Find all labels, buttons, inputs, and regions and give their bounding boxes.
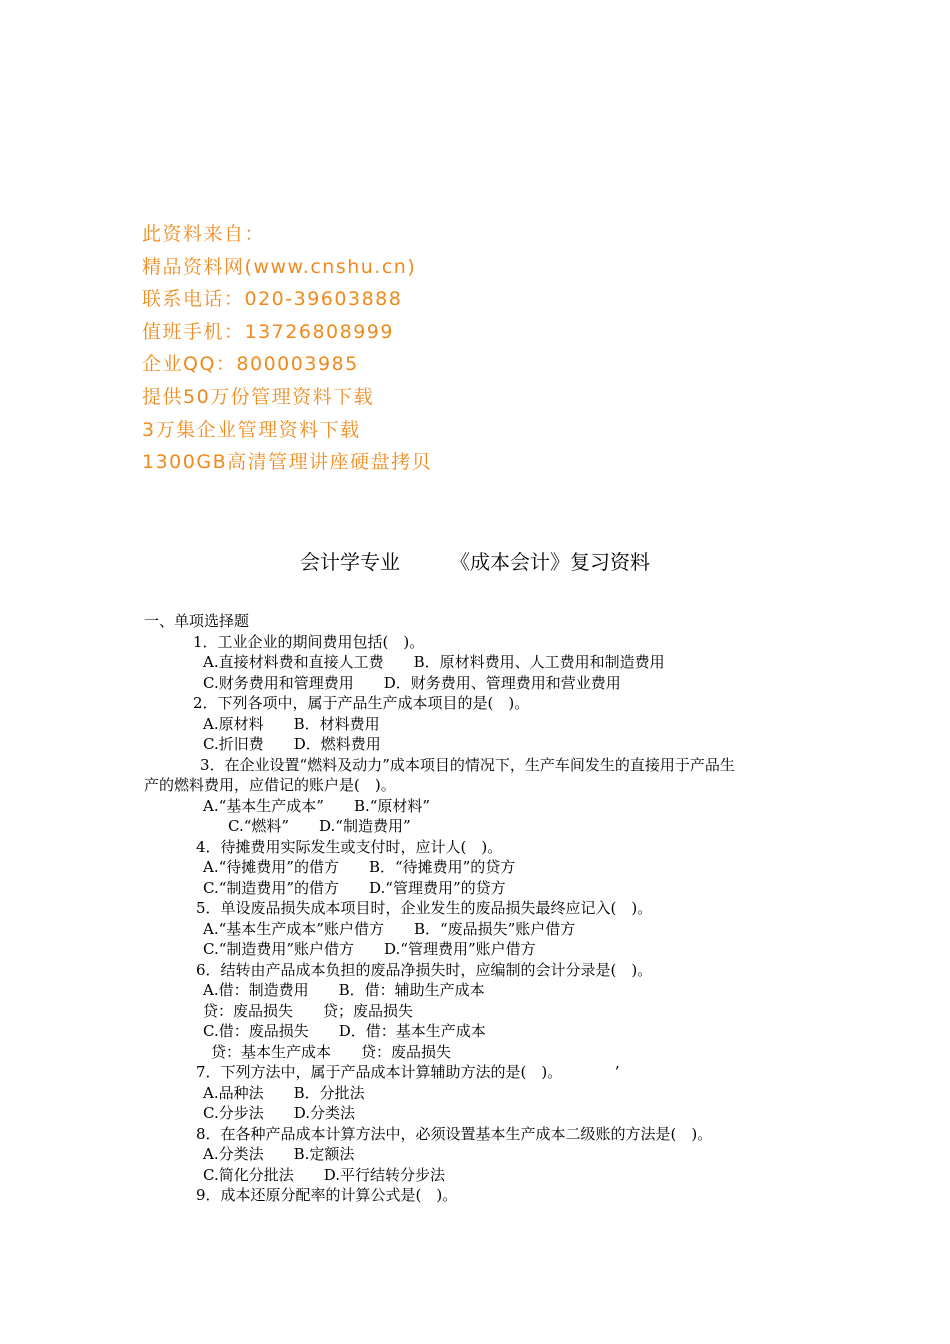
question-3-options-cd: C.“燃料” D.“制造费用”	[228, 817, 411, 835]
question-8-options-cd: C.简化分批法 D.平行结转分步法	[203, 1165, 445, 1184]
document-body	[0, 611, 950, 1206]
question-1: 1．工业企业的期间费用包括( )。	[193, 632, 425, 651]
promo-source-label: 此资料来自：	[142, 223, 266, 245]
question-8-options-ab: A.分类法 B.定额法	[203, 1145, 355, 1163]
question-2-options-cd: C.折旧费 D．燃料费用	[203, 735, 381, 753]
question-6: 6．结转由产品成本负担的废品净损失时，应编制的会计分录是( )。	[196, 960, 653, 979]
promo-mobile: 值班手机：13726808999	[142, 320, 394, 343]
question-3: 3．在企业设置“燃料及动力”成本项目的情况下，生产车间发生的直接用于产品生	[200, 755, 735, 774]
question-1-options-cd: C.财务费用和管理费用 D．财务费用、管理费用和营业费用	[203, 673, 621, 692]
question-7-options-ab: A.品种法 B．分批法	[203, 1083, 365, 1102]
question-4: 4．待摊费用实际发生或支付时，应计人( )。	[196, 837, 503, 856]
question-1-options-ab: A.直接材料费和直接人工费 B．原材料费用、人工费用和制造费用	[203, 653, 665, 671]
question-7: 7．下列方法中，属于产品成本计算辅助方法的是( )。 ’	[196, 1063, 620, 1081]
question-3-continued: 产的燃料费用，应借记的账户是( )。	[144, 776, 396, 794]
promo-qq: 企业QQ：800003985	[142, 353, 359, 376]
question-8: 8．在各种产品成本计算方法中，必须设置基本生产成本二级账的方法是( )。	[196, 1124, 713, 1143]
promo-block	[142, 218, 742, 479]
question-5-options-cd: C.“制造费用”账户借方 D.“管理费用”账户借方	[203, 940, 536, 958]
promo-phone: 联系电话：020-39603888	[142, 288, 403, 311]
question-2-options-ab: A.原材料 B．材料费用	[203, 714, 380, 733]
question-3-options-ab: A.“基本生产成本” B.“原材料”	[203, 796, 431, 815]
question-4-options-ab: A.“待摊费用”的借方 B．“待摊费用”的贷方	[203, 858, 516, 876]
promo-offer-3: 1300GB高清管理讲座硬盘拷贝	[142, 451, 433, 474]
question-6-options-ab-debit: A.借：制造费用 B．借：辅助生产成本	[203, 981, 485, 999]
question-6-options-ab-credit: 贷：废品损失 贷；废品损失	[203, 1001, 414, 1020]
promo-website: 精品资料网(www.cnshu.cn)	[142, 255, 417, 278]
promo-offer-1: 提供50万份管理资料下载	[142, 385, 375, 408]
document-title: 会计学专业 《成本会计》复习资料	[300, 550, 650, 574]
question-4-options-cd: C.“制造费用”的借方 D.“管理费用”的贷方	[203, 878, 506, 897]
question-7-options-cd: C.分步法 D.分类法	[203, 1104, 355, 1122]
question-5-options-ab: A.“基本生产成本”账户借方 B．“废品损失”账户借方	[203, 919, 576, 938]
question-9: 9．成本还原分配率的计算公式是( )。	[196, 1186, 458, 1204]
question-6-options-cd-credit: 贷：基本生产成本 贷：废品损失	[211, 1042, 452, 1061]
section-heading: 一、单项选择题	[144, 612, 250, 630]
question-6-options-cd-debit: C.借：废品损失 D．借：基本生产成本	[203, 1022, 486, 1040]
promo-offer-2: 3万集企业管理资料下载	[142, 418, 361, 441]
question-2: 2．下列各项中，属于产品生产成本项目的是( )。	[193, 694, 530, 712]
question-5: 5．单设废品损失成本项目时，企业发生的废品损失最终应记入( )。	[196, 899, 653, 917]
